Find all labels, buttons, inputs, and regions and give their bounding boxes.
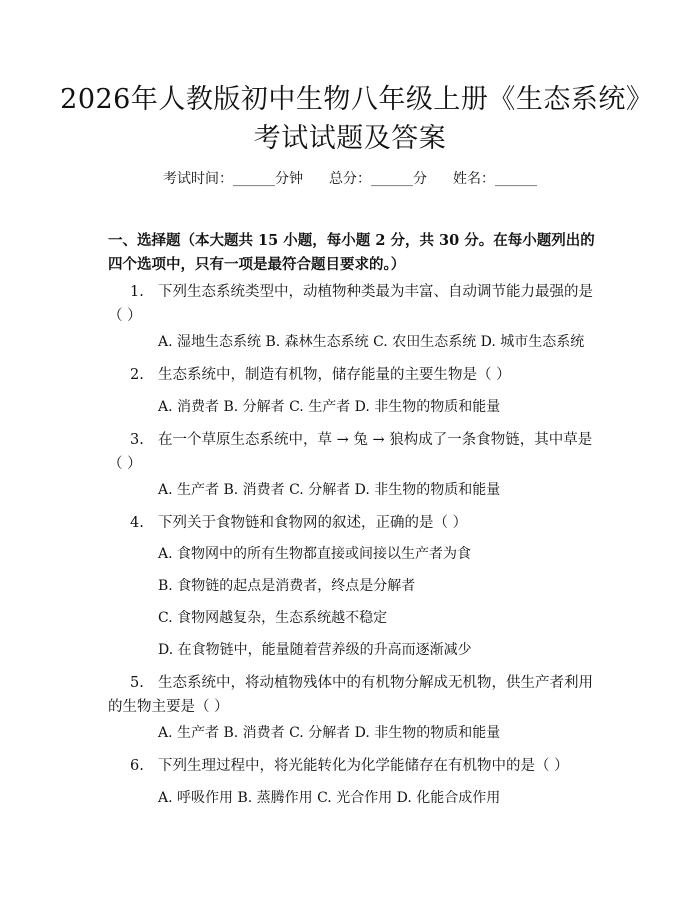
question-4-option-b: B. 食物链的起点是消费者，终点是分解者 (158, 578, 416, 594)
question-4 (108, 511, 604, 535)
question-text: 下列生理过程中，将光能转化为化学能储存在有机物中的是（ ） (158, 758, 569, 774)
question-number: 3. (130, 432, 144, 448)
question-2-options: A. 消费者 B. 分解者 C. 生产者 D. 非生物的物质和能量 (158, 399, 501, 415)
question-4-option-a: A. 食物网中的所有生物都直接或间接以生产者为食 (158, 546, 472, 562)
question-3 (108, 428, 604, 476)
question-6 (108, 754, 604, 778)
question-number: 5. (130, 675, 144, 691)
question-number: 4. (130, 515, 144, 531)
question-3-options: A. 生产者 B. 消费者 C. 分解者 D. 非生物的物质和能量 (158, 482, 501, 498)
question-text: 下列关于食物链和食物网的叙述，正确的是（ ） (158, 515, 468, 531)
question-text: 在一个草原生态系统中，草 → 兔 → 狼构成了一条食物链，其中草是（ ） (108, 432, 593, 472)
question-1-options: A. 湿地生态系统 B. 森林生态系统 C. 农田生态系统 D. 城市生态系统 (158, 334, 585, 350)
exam-total-score: 总分：______分 (329, 171, 427, 187)
exam-time: 考试时间：______分钟 (163, 171, 303, 187)
question-1 (108, 280, 604, 328)
question-6-options: A. 呼吸作用 B. 蒸腾作用 C. 光合作用 D. 化能合成作用 (158, 790, 501, 806)
exam-student-name: 姓名：______ (453, 171, 537, 187)
question-number: 2. (130, 367, 144, 383)
question-2 (108, 363, 604, 387)
question-5-options: A. 生产者 B. 消费者 C. 分解者 D. 非生物的物质和能量 (158, 725, 501, 741)
question-5 (108, 671, 604, 719)
question-text: 生态系统中，制造有机物，储存能量的主要生物是（ ） (158, 367, 511, 383)
question-number: 6. (130, 758, 144, 774)
question-number: 1. (130, 284, 144, 300)
question-text: 下列生态系统类型中，动植物种类最为丰富、自动调节能力最强的是（ ） (108, 284, 593, 324)
document-title: 2026年人教版初中生物八年级上册《生态系统》考试试题及答案 (60, 84, 640, 154)
exam-info (0, 168, 700, 188)
question-4-option-d: D. 在食物链中，能量随着营养级的升高而逐渐减少 (158, 642, 472, 658)
section-heading: 一、选择题（本大题共 15 小题，每小题 2 分，共 30 分。在每小题列出的四个选项中，只有一项是最符合题目要求的。） (108, 232, 595, 273)
question-4-option-c: C. 食物网越复杂，生态系统越不稳定 (158, 610, 388, 626)
question-text: 生态系统中，将动植物残体中的有机物分解成无机物，供生产者利用的生物主要是（ ） (108, 675, 593, 715)
